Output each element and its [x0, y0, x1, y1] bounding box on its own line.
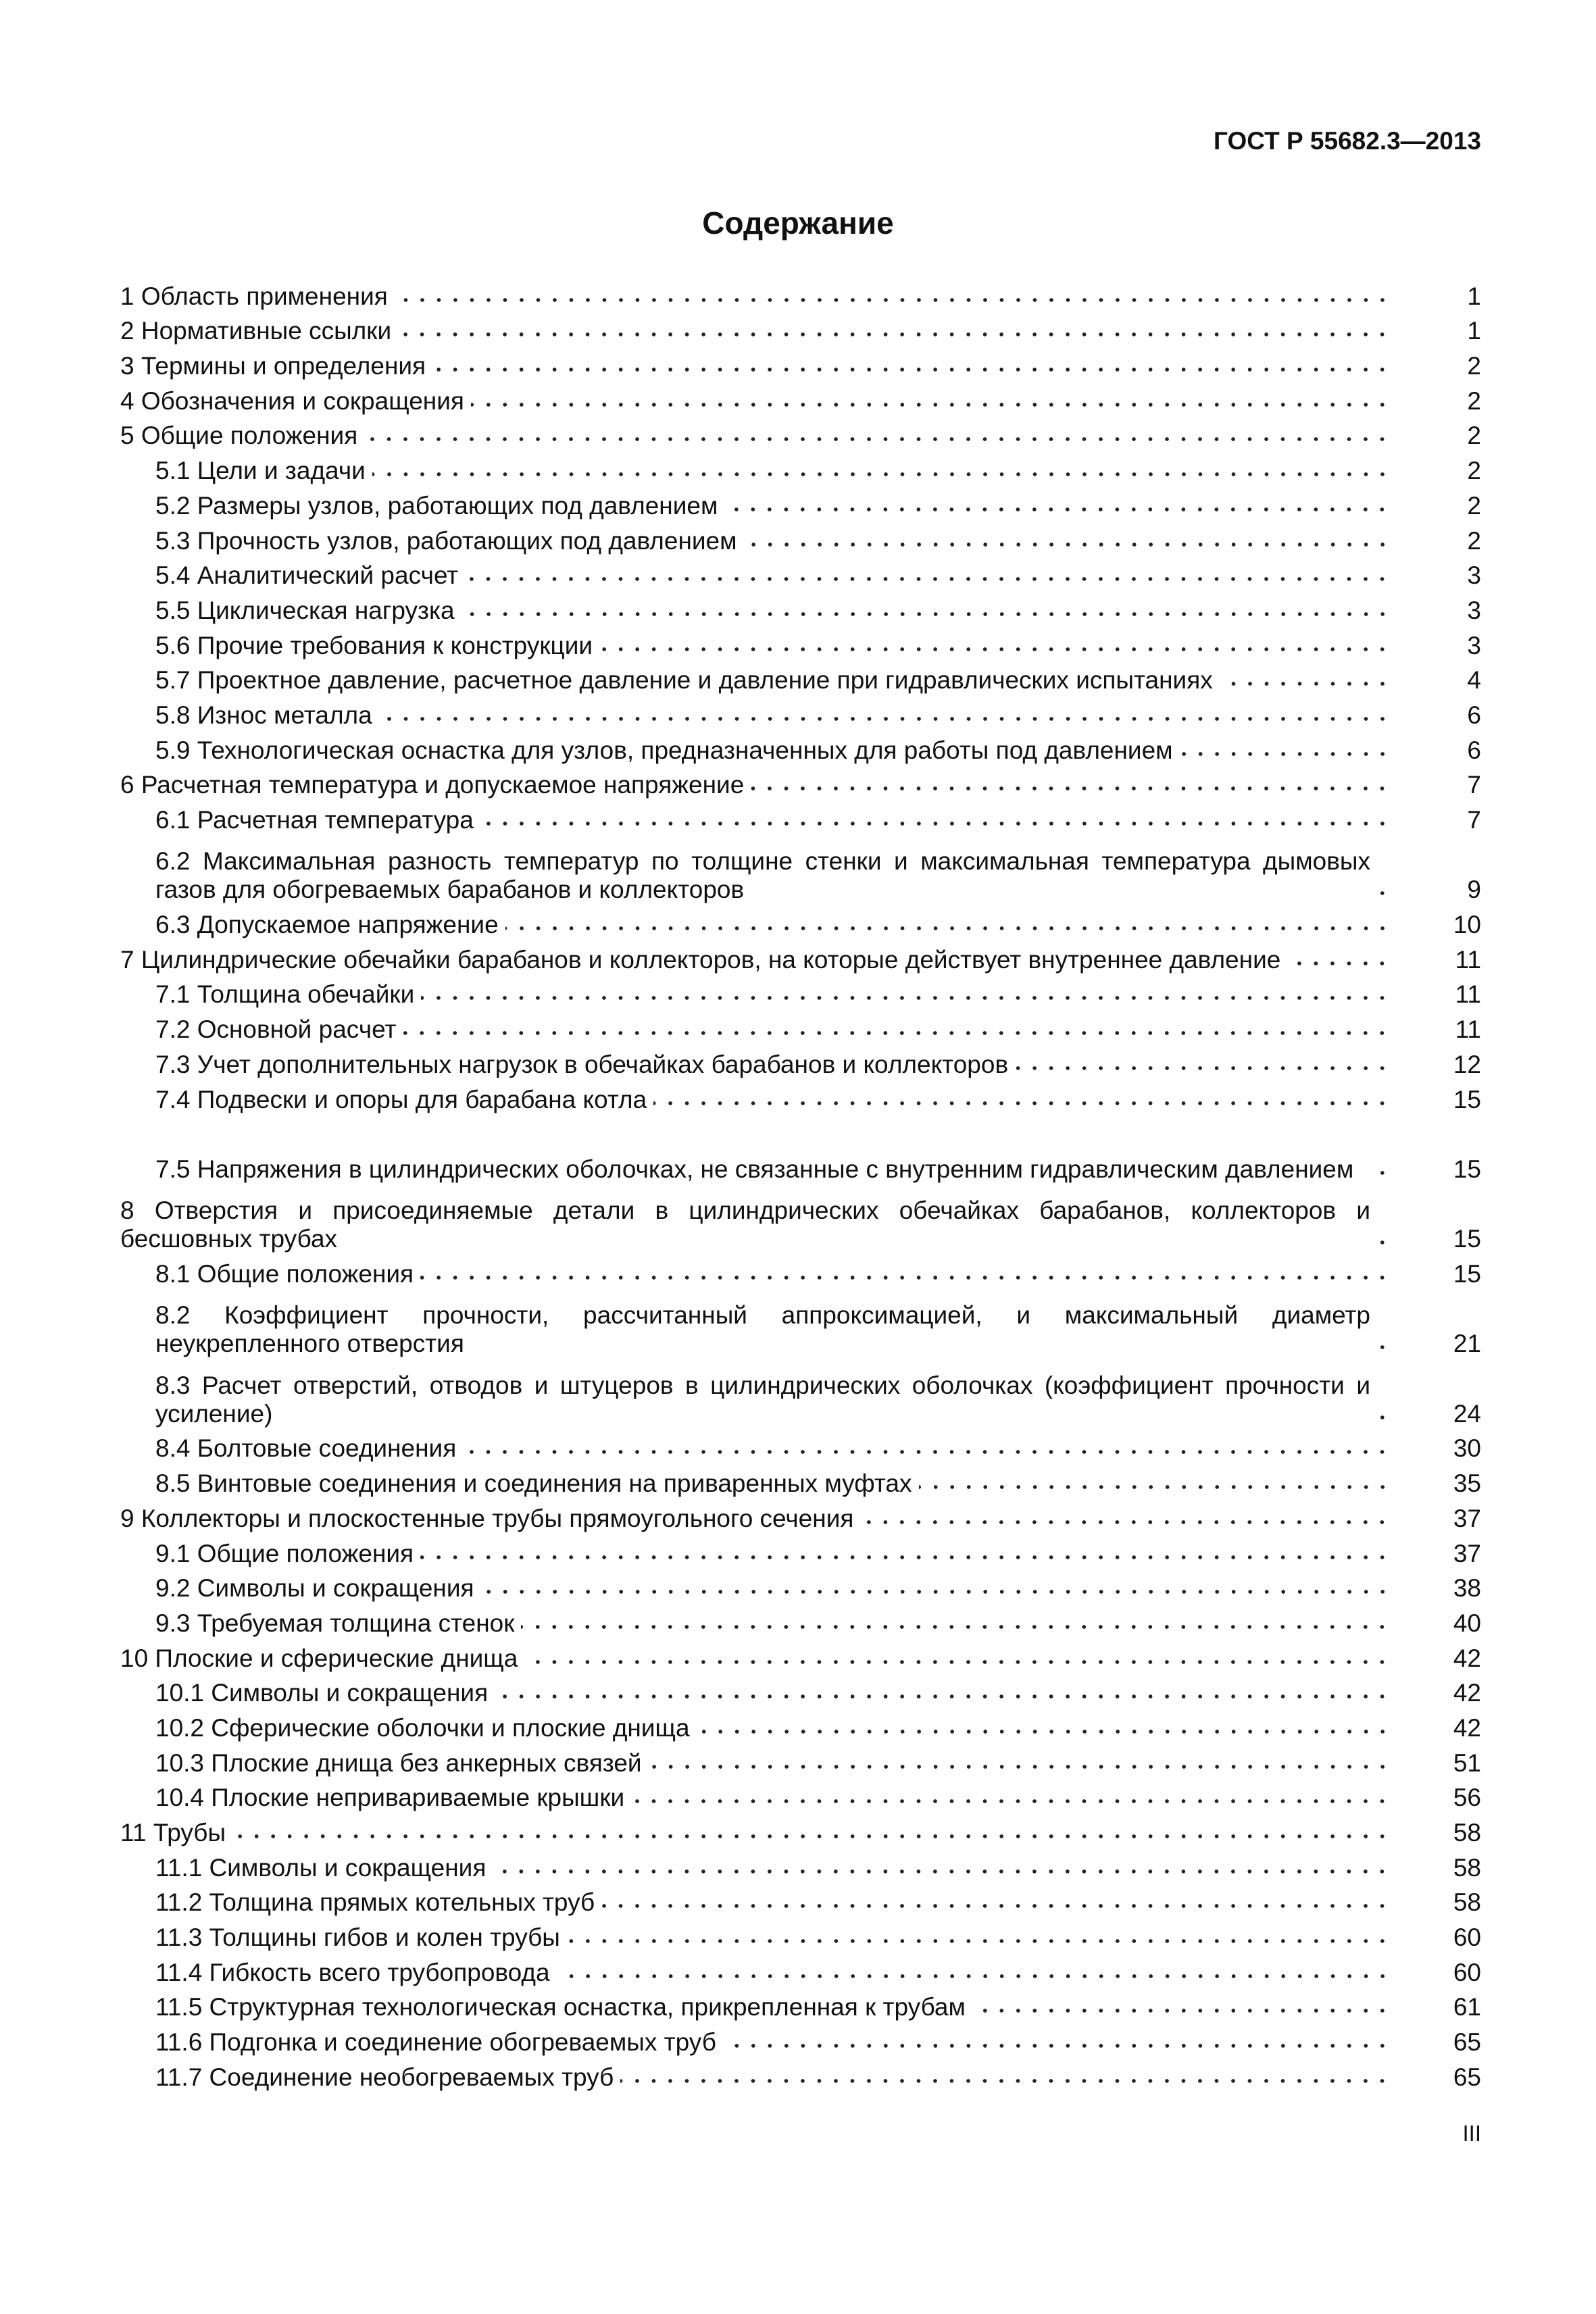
dot-leader [471, 402, 1391, 407]
toc-entry-title: 5.2 Размеры узлов, работающих под давлением [155, 491, 718, 520]
toc-entry-title: 5.9 Технологическая оснастка для узлов, предназначенных для работы под давлением [155, 736, 1173, 764]
toc-entry-title: 10.2 Сферические оболочки и плоские днища [155, 1713, 690, 1742]
toc-entry[interactable] [0, 2057, 1596, 2092]
toc-entry-page: 21 [1453, 1330, 1481, 1358]
toc-entry-page: 15 [1453, 1225, 1481, 1253]
dot-leader [631, 1799, 1391, 1804]
toc-entry-title: 8.3 Расчет отверстий, отводов и штуцеров в цилиндрических оболочках (коэффициент прочности и усиление) [155, 1371, 1370, 1428]
toc-entry-page: 9 [1467, 876, 1481, 904]
dot-leader [599, 647, 1391, 652]
toc-entry-page: 35 [1453, 1469, 1481, 1498]
toc-entry-title: 7.3 Учет дополнительных нагрузок в обечайках барабанов и коллекторов [155, 1050, 1009, 1078]
toc-entry-page: 38 [1453, 1574, 1481, 1603]
toc-entry-page: 11 [1455, 980, 1481, 1009]
dot-leader [403, 1030, 1391, 1036]
dot-leader [462, 611, 1391, 617]
toc-entry-page: 11 [1455, 1015, 1481, 1044]
dot-leader [398, 332, 1391, 337]
toc-entry-title: 11.3 Толщины гибов и колен трубы [155, 1923, 560, 1952]
toc-entry[interactable] [0, 1952, 1596, 1987]
dot-leader [1377, 1415, 1391, 1420]
dot-leader [395, 297, 1391, 303]
toc-entry-title: 11.7 Соединение необогреваемых труб [155, 2063, 614, 2091]
dot-leader [697, 1729, 1391, 1734]
toc-entry[interactable] [0, 799, 1596, 834]
toc-entry-page: 2 [1467, 526, 1481, 555]
dot-leader [372, 472, 1391, 477]
toc-entry-title: 9.2 Символы и сокращения [155, 1574, 474, 1603]
toc-entry[interactable] [0, 1358, 1596, 1428]
toc-entry-title: 7.2 Основной расчет [155, 1015, 397, 1044]
dot-leader [463, 1449, 1391, 1455]
dot-leader [421, 995, 1391, 1001]
toc-entry-page: 2 [1467, 491, 1481, 520]
dot-leader [420, 1555, 1391, 1560]
toc-entry-title: 8.4 Болтовые соединения [155, 1434, 457, 1463]
toc-entry-title: 5.5 Циклическая нагрузка [155, 596, 455, 624]
toc-entry-page: 15 [1453, 1155, 1481, 1183]
dot-leader [521, 1624, 1391, 1630]
dot-leader [379, 716, 1391, 722]
toc-entry[interactable] [0, 1114, 1596, 1184]
toc-entry-title: 11.6 Подгонка и соединение обогреваемых труб [155, 2028, 716, 2057]
dot-leader [1377, 1170, 1391, 1176]
toc-entry[interactable] [0, 590, 1596, 625]
toc-entry-title: 9 Коллекторы и плоскостенные трубы прямоугольного сечения [120, 1504, 854, 1532]
toc-entry-page: 1 [1467, 282, 1481, 310]
toc-entry[interactable] [0, 1079, 1596, 1114]
toc-entry-page: 65 [1453, 2063, 1481, 2091]
toc-entry-page: 58 [1453, 1819, 1481, 1847]
dot-leader [481, 1589, 1391, 1594]
dot-leader [495, 1694, 1391, 1699]
toc-entry-page: 15 [1453, 1085, 1481, 1113]
dot-leader [744, 542, 1391, 547]
dot-leader [1015, 1065, 1391, 1071]
dot-leader [493, 1869, 1391, 1874]
toc-entry-page: 61 [1453, 1993, 1481, 2021]
toc-entry[interactable] [0, 311, 1596, 346]
toc-entry-title: 5.6 Прочие требования к конструкции [155, 631, 593, 659]
dot-leader [432, 367, 1391, 372]
toc-entry[interactable] [0, 1253, 1596, 1288]
toc-entry[interactable] [0, 1707, 1596, 1742]
toc-entry-page: 15 [1453, 1259, 1481, 1288]
toc-entry-title: 10.1 Символы и сокращения [155, 1679, 489, 1707]
toc-entry[interactable] [0, 974, 1596, 1009]
toc-entry-page: 56 [1453, 1784, 1481, 1812]
dot-leader [751, 786, 1391, 791]
dot-leader [524, 1659, 1391, 1665]
toc-entry[interactable] [0, 1288, 1596, 1358]
toc-entry-page: 6 [1467, 701, 1481, 729]
toc-entry-title: 8.2 Коэффициент прочности, рассчитанный аппроксимацией, и максимальный диаметр неукрепленного отверстия [155, 1301, 1370, 1358]
dot-leader [232, 1834, 1391, 1839]
toc-entry-page: 60 [1453, 1923, 1481, 1952]
toc-entry-title: 10.4 Плоские непривариваемые крышки [155, 1784, 625, 1812]
toc-entry[interactable] [0, 380, 1596, 416]
toc-entry-page: 37 [1453, 1539, 1481, 1567]
toc-entry-title: 5.4 Аналитический расчет [155, 561, 459, 590]
toc-entry-title: 6.1 Расчетная температура [155, 806, 474, 834]
toc-entry-title: 7 Цилиндрические обечайки барабанов и коллекторов, на которые действует внутреннее давление [120, 945, 1281, 974]
toc-entry-title: 7.1 Толщина обечайки [155, 980, 415, 1009]
toc-entry[interactable] [0, 485, 1596, 520]
dot-leader [1287, 961, 1391, 966]
toc-entry-page: 2 [1467, 352, 1481, 380]
toc-entry[interactable] [0, 904, 1596, 939]
toc-entry[interactable] [0, 1638, 1596, 1673]
dot-leader [860, 1519, 1391, 1525]
dot-leader [465, 576, 1391, 582]
toc-entry[interactable] [0, 660, 1596, 695]
toc-entry-title: 11.1 Символы и сокращения [155, 1853, 487, 1882]
toc-entry-title: 11.2 Толщина прямых котельных труб [155, 1888, 595, 1917]
toc-entry[interactable] [0, 1742, 1596, 1778]
toc-entry-title: 3 Термины и определения [120, 352, 426, 380]
toc-entry[interactable] [0, 1917, 1596, 1952]
toc-entry-title: 7.4 Подвески и опоры для барабана котла [155, 1085, 647, 1113]
toc-entry-page: 12 [1453, 1050, 1481, 1078]
toc-entry[interactable] [0, 520, 1596, 555]
toc-entry-title: 8.1 Общие положения [155, 1259, 414, 1288]
toc-entry[interactable] [0, 1498, 1596, 1533]
toc-entry[interactable] [0, 1428, 1596, 1463]
toc-entry-page: 42 [1453, 1679, 1481, 1707]
toc-entry-page: 42 [1453, 1713, 1481, 1742]
dot-leader [1220, 681, 1391, 686]
dot-leader [505, 926, 1391, 931]
dot-leader [649, 1764, 1391, 1769]
dot-leader [620, 2078, 1391, 2084]
toc-entry-page: 40 [1453, 1609, 1481, 1637]
toc-entry[interactable] [0, 276, 1596, 311]
dot-leader [1377, 1344, 1391, 1350]
toc-entry[interactable] [0, 1568, 1596, 1603]
toc-entry-title: 2 Нормативные ссылки [120, 317, 392, 345]
toc-entry[interactable] [0, 345, 1596, 380]
toc-entry-title: 11.4 Гибкость всего трубопровода [155, 1958, 550, 1986]
toc-entry-page: 3 [1467, 631, 1481, 659]
page-number: III [1462, 2121, 1481, 2146]
dot-leader [601, 1903, 1391, 1909]
toc-entry-title: 10 Плоские и сферические днища [120, 1644, 518, 1672]
toc-entry-title: 7.5 Напряжения в цилиндрических оболочках, не связанные с внутренним гидравлическим давлением [155, 1155, 1354, 1183]
dot-leader [1377, 890, 1391, 896]
toc-entry-page: 11 [1455, 945, 1481, 974]
toc-entry-page: 4 [1467, 666, 1481, 695]
toc-entry-title: 11 Трубы [120, 1819, 226, 1847]
toc-entry-title: 10.3 Плоские днища без анкерных связей [155, 1749, 642, 1777]
toc-entry[interactable] [0, 2021, 1596, 2057]
toc-entry[interactable] [0, 939, 1596, 974]
toc-entry[interactable] [0, 1009, 1596, 1044]
toc-entry[interactable] [0, 1184, 1596, 1253]
dot-leader [420, 1275, 1391, 1280]
dot-leader [557, 1973, 1391, 1979]
toc-entry-page: 7 [1467, 771, 1481, 799]
dot-leader [480, 821, 1391, 826]
toc-entry-title: 9.1 Общие положения [155, 1539, 414, 1567]
dot-leader [364, 436, 1391, 442]
dot-leader [567, 1938, 1391, 1944]
toc-entry[interactable] [0, 834, 1596, 904]
dot-leader [1180, 751, 1391, 757]
toc-entry-page: 2 [1467, 457, 1481, 485]
toc-entry-page: 60 [1453, 1958, 1481, 1986]
toc-entry-title: 6.3 Допускаемое напряжение [155, 911, 499, 939]
toc-entry-page: 37 [1453, 1504, 1481, 1532]
toc-entry-title: 5.8 Износ металла [155, 701, 372, 729]
toc-title: Содержание [702, 205, 894, 241]
dot-leader [919, 1484, 1391, 1490]
toc-entry-page: 10 [1453, 911, 1481, 939]
toc-entry-page: 1 [1467, 317, 1481, 345]
toc-entry-page: 42 [1453, 1644, 1481, 1672]
toc-entry[interactable] [0, 1882, 1596, 1917]
toc-entry[interactable] [0, 625, 1596, 660]
document-code: ГОСТ Р 55682.3—2013 [1214, 127, 1481, 155]
toc-entry[interactable] [0, 416, 1596, 451]
toc-entry-title: 9.3 Требуемая толщина стенок [155, 1609, 515, 1637]
toc-entry-page: 2 [1467, 386, 1481, 415]
toc-entry-title: 5.1 Цели и задачи [155, 457, 366, 485]
toc-entry[interactable] [0, 1463, 1596, 1498]
toc-entry-page: 24 [1453, 1399, 1481, 1428]
toc-entry[interactable] [0, 1847, 1596, 1882]
toc-entry-title: 11.5 Структурная технологическая оснастка, прикрепленная к трубам [155, 1993, 966, 2021]
toc-entry-title: 6 Расчетная температура и допускаемое напряжение [120, 771, 745, 799]
dot-leader [653, 1101, 1391, 1106]
toc-entry-page: 6 [1467, 736, 1481, 764]
toc-entry-title: 5.3 Прочность узлов, работающих под давлением [155, 526, 737, 555]
toc-entry-page: 58 [1453, 1888, 1481, 1917]
dot-leader [724, 507, 1391, 512]
dot-leader [723, 2043, 1391, 2048]
toc-entry-page: 7 [1467, 806, 1481, 834]
toc-entry[interactable] [0, 1778, 1596, 1813]
toc-entry[interactable] [0, 1673, 1596, 1708]
toc-entry-title: 5.7 Проектное давление, расчетное давление и давление при гидравлических испытаниях [155, 666, 1213, 695]
toc-entry-page: 2 [1467, 422, 1481, 450]
toc-entry[interactable] [0, 1603, 1596, 1638]
toc-entry-page: 58 [1453, 1853, 1481, 1882]
toc-entry[interactable] [0, 450, 1596, 485]
toc-entry[interactable] [0, 730, 1596, 765]
toc-entry-page: 3 [1467, 596, 1481, 624]
toc-entry[interactable] [0, 1987, 1596, 2022]
dot-leader [972, 2008, 1391, 2013]
dot-leader [1377, 1240, 1391, 1245]
toc-entry[interactable] [0, 1044, 1596, 1079]
toc-entry-title: 5 Общие положения [120, 422, 358, 450]
toc-entry-page: 3 [1467, 561, 1481, 590]
toc-entry[interactable] [0, 695, 1596, 730]
toc-entry-page: 65 [1453, 2028, 1481, 2057]
toc-entry-page: 30 [1453, 1434, 1481, 1463]
toc-entry-title: 1 Область применения [120, 282, 388, 310]
table-of-contents [0, 276, 1596, 2092]
toc-entry[interactable] [0, 765, 1596, 800]
toc-entry[interactable] [0, 1533, 1596, 1568]
toc-entry-title: 6.2 Максимальная разность температур по толщине стенки и максимальная температура дымовых газов для обогреваемых барабанов и коллекторов [155, 847, 1370, 904]
toc-entry-page: 51 [1453, 1749, 1481, 1777]
toc-entry-title: 8 Отверстия и присоединяемые детали в цилиндрических обечайках барабанов, коллекторов и бесшовных трубах [120, 1197, 1370, 1253]
toc-entry-title: 8.5 Винтовые соединения и соединения на приваренных муфтах [155, 1469, 912, 1498]
toc-entry-title: 4 Обозначения и сокращения [120, 386, 464, 415]
toc-entry[interactable] [0, 555, 1596, 590]
toc-entry[interactable] [0, 1812, 1596, 1847]
